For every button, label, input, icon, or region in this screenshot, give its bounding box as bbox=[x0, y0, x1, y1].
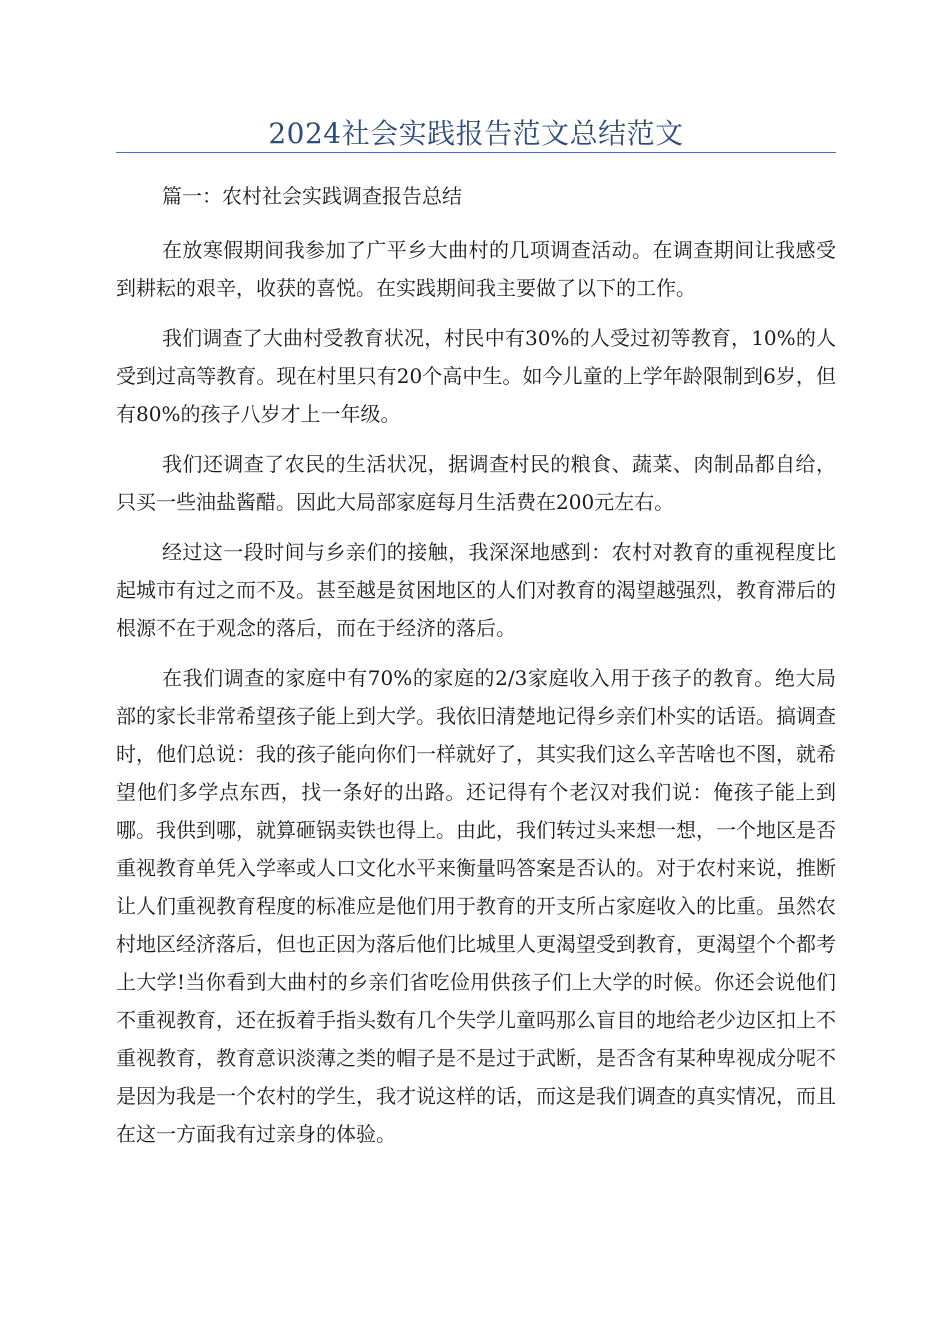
paragraph-3: 我们还调查了农民的生活状况，据调查村民的粮食、蔬菜、肉制品都自给，只买一些油盐酱醋。因此大局部家庭每月生活费在200元左右。 bbox=[116, 452, 836, 514]
paragraph-4: 经过这一段时间与乡亲们的接触，我深深地感到：农村对教育的重视程度比起城市有过之而不及。甚至越是贫困地区的人们对教育的渴望越强烈，教育滞后的根源不在于观念的落后，而在于经济的落后。 bbox=[116, 540, 836, 640]
paragraph-5: 在我们调查的家庭中有70%的家庭的2/3家庭收入用于孩子的教育。绝大局部的家长非常希望孩子能上到大学。我依旧清楚地记得乡亲们朴实的话语。搞调查时，他们总说：我的孩子能向你们一样就好了，其实我们这么辛苦啥也不图，就希望他们多学点东西，找一条好的出路。还记得有个老汉对我们说：俺孩子能上到哪。我供到哪，就算砸锅卖铁也得上。由此，我们转过头来想一想，一个地区是否重视教育单凭入学率或人口文化水平来衡量吗答案是否认的。对于农村来说，推断让人们重视教育程度的标准应是他们用于教育的开支所占家庭收入的比重。虽然农村地区经济落后，但也正因为落后他们比城里人更渴望受到教育，更渴望个个都考上大学!当你看到大曲村的乡亲们省吃俭用供孩子们上大学的时候。你还会说他们不重视教育，还在扳着手指头数有几个失学儿童吗那么盲目的地给老少边区扣上不重视教育，教育意识淡薄之类的帽子是不是过于武断，是否含有某种卑视成分呢不是因为我是一个农村的学生，我才说这样的话，而这是我们调查的真实情况，而且在这一方面我有过亲身的体验。 bbox=[116, 666, 836, 1146]
document-title: 2024社会实践报告范文总结范文 bbox=[268, 117, 684, 150]
document-page bbox=[116, 112, 836, 1165]
paragraph-2: 我们调查了大曲村受教育状况，村民中有30%的人受过初等教育，10%的人受到过高等教育。现在村里只有20个高中生。如今儿童的上学年龄限制到6岁，但有80%的孩子八岁才上一年级。 bbox=[116, 326, 836, 426]
section-heading: 篇一：农村社会实践调查报告总结 bbox=[162, 184, 462, 208]
paragraph-1: 在放寒假期间我参加了广平乡大曲村的几项调查活动。在调查期间让我感受到耕耘的艰辛，收获的喜悦。在实践期间我主要做了以下的工作。 bbox=[116, 238, 836, 300]
